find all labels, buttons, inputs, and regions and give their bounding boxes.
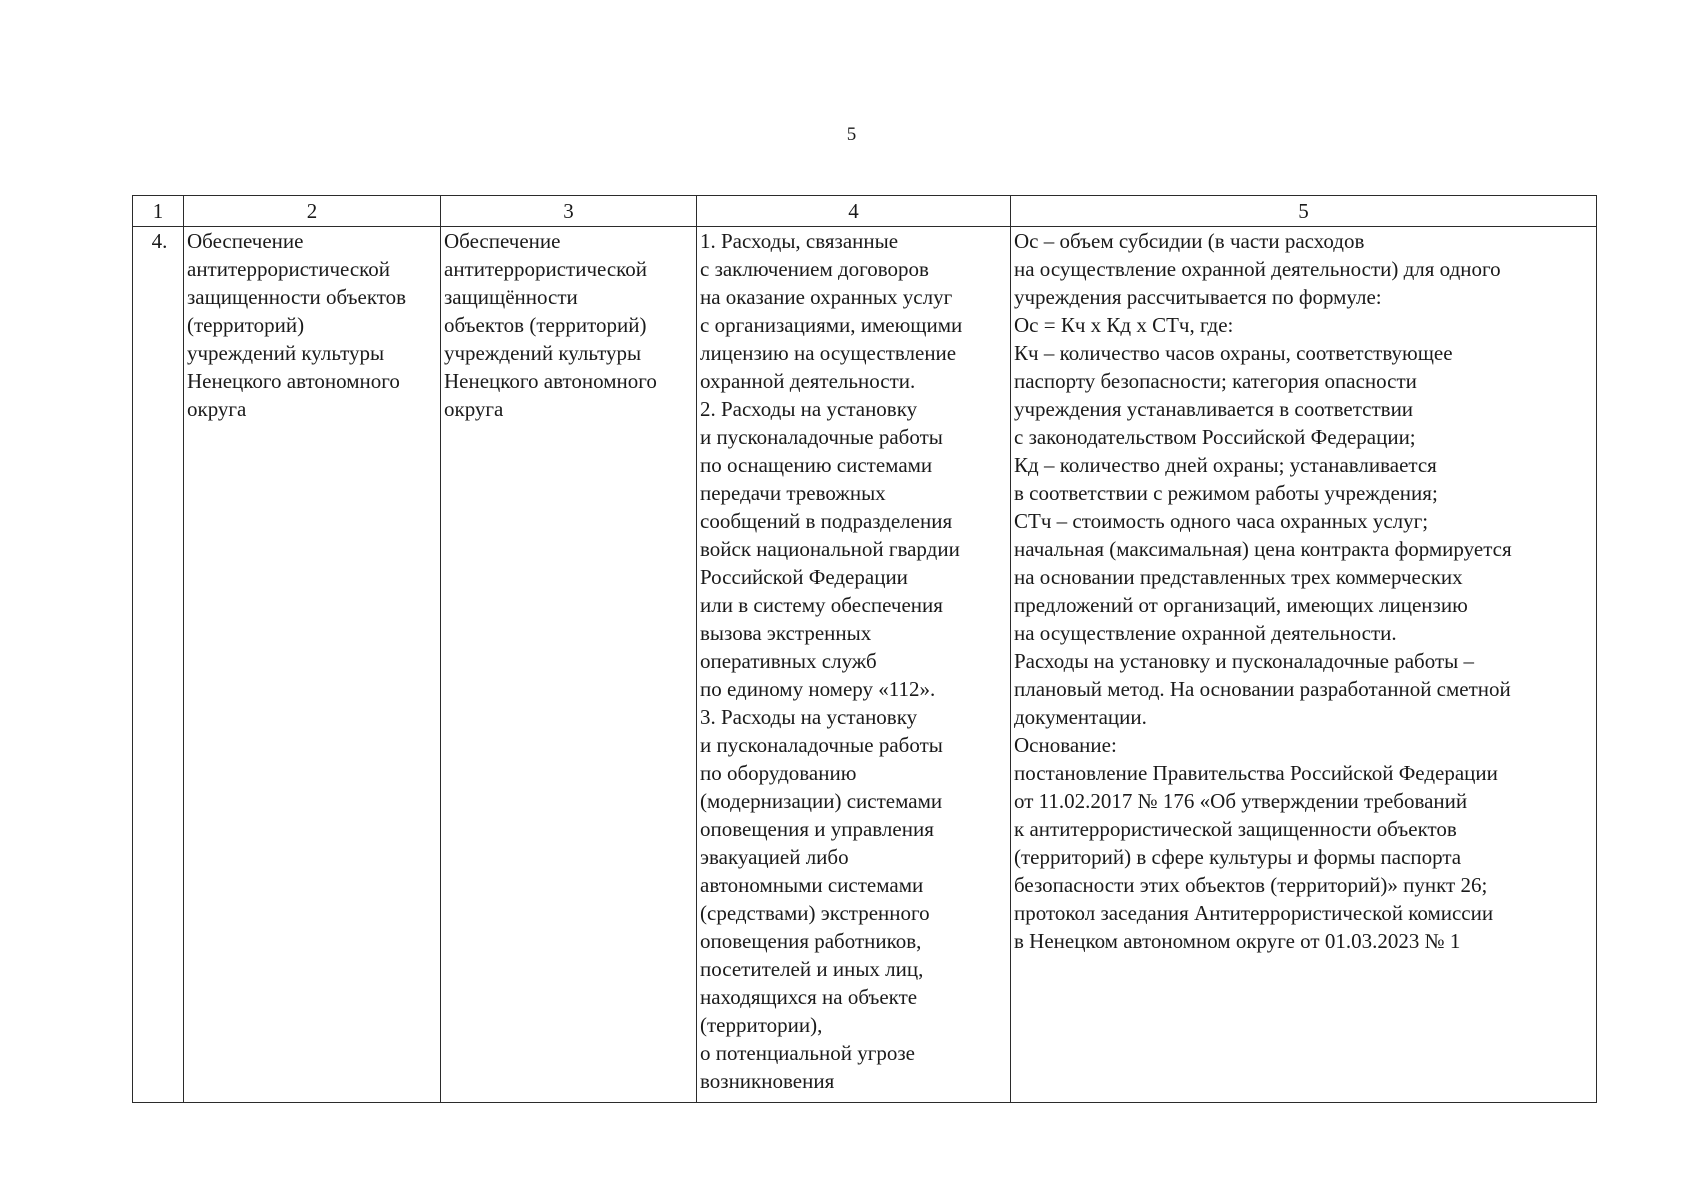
- text-line: Кч – количество часов охраны, соответствующее: [1014, 341, 1453, 365]
- text-line: от 11.02.2017 № 176 «Об утверждении требований: [1014, 789, 1468, 813]
- text-line: учреждения устанавливается в соответствии: [1014, 397, 1414, 421]
- column-header-4: 4: [697, 196, 1011, 227]
- text-line: сообщений в подразделения: [700, 509, 953, 533]
- text-line: Ненецкого автономного: [187, 369, 400, 393]
- text-line: объектов (территорий): [444, 313, 647, 337]
- text-line: (средствами) экстренного: [700, 901, 930, 925]
- text-line: округа: [444, 397, 504, 421]
- text-line: (территории),: [700, 1013, 823, 1037]
- text-line: безопасности этих объектов (территорий)» пункт 26;: [1014, 873, 1488, 897]
- text-line: о потенциальной угрозе: [700, 1041, 915, 1065]
- expenses-cell: [697, 227, 1011, 1103]
- text-line: плановый метод. На основании разработанной сметной: [1014, 677, 1511, 701]
- text-line: охранной деятельности.: [700, 369, 916, 393]
- text-line: учреждений культуры: [444, 341, 642, 365]
- text-line: на основании представленных трех коммерческих: [1014, 565, 1463, 589]
- text-line: Российской Федерации: [700, 565, 908, 589]
- text-line: (модернизации) системами: [700, 789, 943, 813]
- text-line: протокол заседания Антитеррористической комиссии: [1014, 901, 1494, 925]
- data-table: [132, 195, 1597, 1103]
- text-line: постановление Правительства Российской Федерации: [1014, 761, 1498, 785]
- page-number: 5: [846, 124, 857, 145]
- calculation-method-cell: [1011, 227, 1597, 1103]
- text-line: войск национальной гвардии: [700, 537, 960, 561]
- column-header-1: 1: [133, 196, 184, 227]
- text-line: Обеспечение: [187, 229, 304, 253]
- text-line: учреждения рассчитывается по формуле:: [1014, 285, 1382, 309]
- text-line: (территорий): [187, 313, 305, 337]
- text-line: по оборудованию: [700, 761, 857, 785]
- text-line: СТч – стоимость одного часа охранных услуг;: [1014, 509, 1429, 533]
- text-line: по единому номеру «112».: [700, 677, 936, 701]
- text-line: на осуществление охранной деятельности) для одного: [1014, 257, 1501, 281]
- text-line: и пусконаладочные работы: [700, 733, 943, 757]
- text-line: Кд – количество дней охраны; устанавливается: [1014, 453, 1437, 477]
- text-line: Расходы на установку и пусконаладочные работы –: [1014, 649, 1474, 673]
- text-line: и пусконаладочные работы: [700, 425, 943, 449]
- text-line: эвакуацией либо: [700, 845, 849, 869]
- text-line: паспорту безопасности; категория опасности: [1014, 369, 1417, 393]
- text-line: Основание:: [1014, 733, 1117, 757]
- expenses-text: [700, 227, 1010, 1095]
- text-line: 1. Расходы, связанные: [700, 229, 899, 253]
- table-row: [133, 227, 1597, 1103]
- text-line: защищенности объектов: [187, 285, 407, 309]
- text-line: на оказание охранных услуг: [700, 285, 953, 309]
- text-line: или в систему обеспечения: [700, 593, 943, 617]
- text-line: предложений от организаций, имеющих лицензию: [1014, 593, 1468, 617]
- text-line: передачи тревожных: [700, 481, 886, 505]
- text-line: в соответствии с режимом работы учреждения;: [1014, 481, 1438, 505]
- text-line: документации.: [1014, 705, 1147, 729]
- text-line: по оснащению системами: [700, 453, 933, 477]
- text-line: с заключением договоров: [700, 257, 929, 281]
- table-header-row: [133, 196, 1597, 227]
- text-line: возникновения: [700, 1069, 835, 1093]
- text-line: 2. Расходы на установку: [700, 397, 918, 421]
- text-line: посетителей и иных лиц,: [700, 957, 924, 981]
- text-line: оповещения работников,: [700, 929, 922, 953]
- text-line: антитеррористической: [444, 257, 648, 281]
- text-line: округа: [187, 397, 247, 421]
- text-line: Обеспечение: [444, 229, 561, 253]
- column-header-3: 3: [441, 196, 697, 227]
- text-line: Ос – объем субсидии (в части расходов: [1014, 229, 1365, 253]
- text-line: на осуществление охранной деятельности.: [1014, 621, 1397, 645]
- text-line: защищённости: [444, 285, 578, 309]
- column-header-5: 5: [1011, 196, 1597, 227]
- text-line: автономными системами: [700, 873, 924, 897]
- text-line: начальная (максимальная) цена контракта формируется: [1014, 537, 1512, 561]
- purpose-text: [444, 227, 696, 423]
- text-line: с законодательством Российской Федерации;: [1014, 425, 1416, 449]
- text-line: вызова экстренных: [700, 621, 872, 645]
- text-line: антитеррористической: [187, 257, 391, 281]
- text-line: оповещения и управления: [700, 817, 934, 841]
- text-line: в Ненецком автономном округе от 01.03.2023 № 1: [1014, 929, 1461, 953]
- text-line: учреждений культуры: [187, 341, 385, 365]
- purpose-cell: [441, 227, 697, 1103]
- direction-cell: [184, 227, 441, 1103]
- text-line: (территорий) в сфере культуры и формы паспорта: [1014, 845, 1462, 869]
- text-line: 3. Расходы на установку: [700, 705, 918, 729]
- row-number-cell: 4.: [133, 227, 184, 1103]
- text-line: с организациями, имеющими: [700, 313, 963, 337]
- text-line: лицензию на осуществление: [700, 341, 957, 365]
- text-line: находящихся на объекте: [700, 985, 918, 1009]
- text-line: оперативных служб: [700, 649, 877, 673]
- text-line: Ненецкого автономного: [444, 369, 657, 393]
- column-header-2: 2: [184, 196, 441, 227]
- text-line: к антитеррористической защищенности объектов: [1014, 817, 1457, 841]
- calculation-method-text: [1014, 227, 1596, 955]
- direction-text: [187, 227, 440, 423]
- text-line: Ос = Кч х Кд х СТч, где:: [1014, 313, 1234, 337]
